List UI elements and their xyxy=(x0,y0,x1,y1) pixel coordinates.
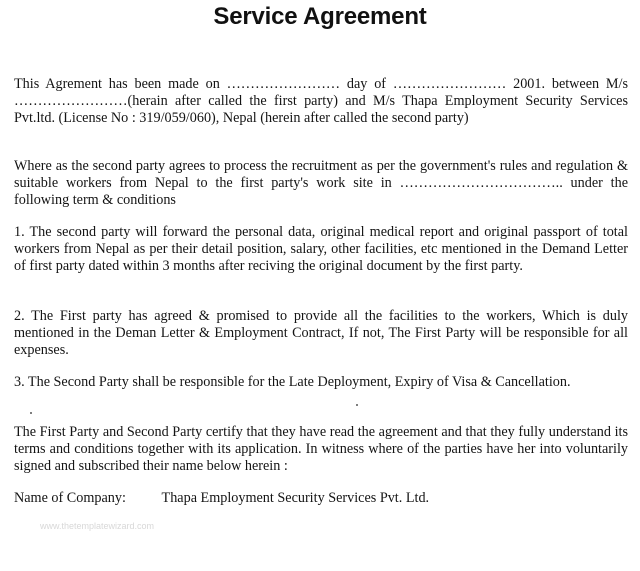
document-title: Service Agreement xyxy=(213,3,427,30)
company-name-row xyxy=(14,490,628,507)
certification-paragraph: The First Party and Second Party certify that they have read the agreement and that they fully understand its terms and conditions together with its application. In witness where of the parties have her into voluntarily signed and subscribed their name below herein : xyxy=(14,424,628,474)
scan-speck xyxy=(356,404,358,406)
company-name-value: Thapa Employment Security Services Pvt. Ltd. xyxy=(161,490,430,506)
watermark: www.thetemplatewizard.com xyxy=(40,521,155,531)
agreement-intro-paragraph: This Agrement has been made on …………………… day of …………………… 2001. between M/s ……………………(herain after called the first party) and M/s Thapa Employment Security Services Pvt.ltd. (License No : 319/059/060), Nepal (herein after called the second party) xyxy=(14,76,628,126)
clause-2-paragraph: 2. The First party has agreed & promised to provide all the facilities to the workers, Which is duly mentioned in the Deman Letter & Employment Contract, If not, The First Party will be responsible for all expenses. xyxy=(14,308,628,358)
company-name-label: Name of Company: xyxy=(14,490,126,506)
clause-1-paragraph: 1. The second party will forward the personal data, original medical report and original passport of total workers from Nepal as per their detail position, salary, other facilities, etc mentioned in the Demand Letter of first party dated within 3 months after reciving the original document by the first party. xyxy=(14,224,628,274)
clause-3-paragraph: 3. The Second Party shall be responsible for the Late Deployment, Expiry of Visa & Cancellation. xyxy=(14,374,571,390)
recruitment-paragraph: Where as the second party agrees to process the recruitment as per the government's rules and regulation & suitable workers from Nepal to the first party's work site in …………………………….. under the following term & conditions xyxy=(14,158,628,208)
scan-speck xyxy=(30,412,32,414)
